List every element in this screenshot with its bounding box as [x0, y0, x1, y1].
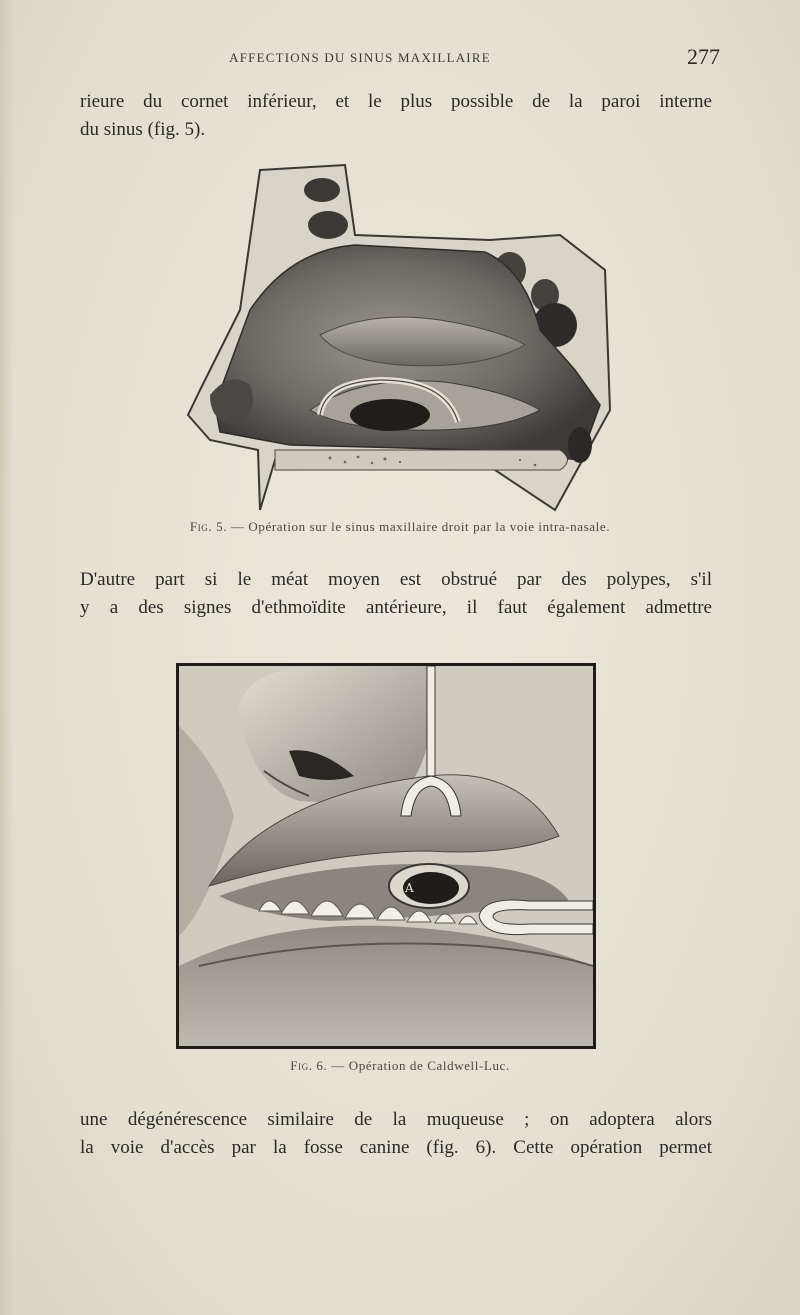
paragraph-line: rieure du cornet inférieur, et le plus possible de la paroi interne — [80, 91, 712, 112]
paragraph-line: D'autre part si le méat moyen est obstrué par des polypes, s'il — [80, 569, 712, 590]
paragraph-2 — [80, 566, 712, 622]
paragraph-line: du sinus (fig. 5). — [80, 119, 206, 140]
figure-6-letter: A — [405, 881, 414, 895]
figure-5-caption-text: — Opération sur le sinus maxillaire droit par la voie intra-nasale. — [230, 519, 611, 534]
page-number: 277 — [687, 44, 720, 69]
page-edge-shadow — [0, 0, 14, 1315]
running-title: AFFECTIONS DU SINUS MAXILLAIRE — [229, 50, 491, 65]
paragraph-3 — [80, 1106, 712, 1162]
paragraph-1 — [80, 88, 712, 144]
running-head — [80, 44, 720, 74]
paragraph-line: la voie d'accès par la fosse canine (fig. 6). Cette opération permet — [80, 1137, 712, 1158]
figure-6-caldwell-luc-illustration — [176, 663, 596, 1049]
figure-6-caption-label: Fig. 6. — [290, 1058, 328, 1073]
figure-5-caption-label: Fig. 5. — [189, 519, 228, 534]
paragraph-line: une dégénérescence similaire de la muqueuse ; on adoptera alors — [80, 1109, 712, 1130]
figure-5-nasal-section-illustration — [180, 160, 620, 520]
figure-6-caption-text: — Opération de Caldwell-Luc. — [331, 1058, 510, 1073]
figure-6-caption — [80, 1058, 720, 1074]
paragraph-line: y a des signes d'ethmoïdite antérieure, il faut également admettre — [80, 597, 712, 618]
figure-5-caption — [80, 519, 720, 535]
